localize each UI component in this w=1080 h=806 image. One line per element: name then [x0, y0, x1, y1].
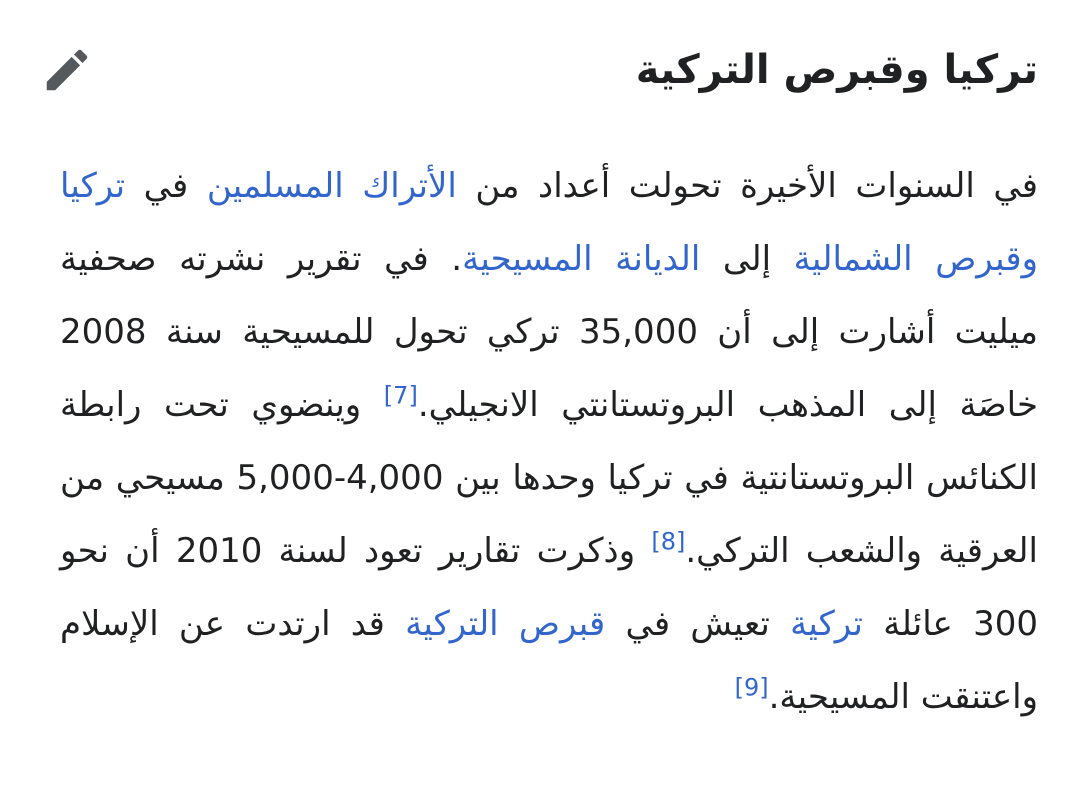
reference-8[interactable] — [651, 528, 685, 556]
reference-7[interactable] — [384, 382, 418, 410]
paragraph-text: تعيش في — [605, 604, 791, 644]
paragraph-text: إلى — [700, 239, 794, 279]
link-turkey-northern-cyprus[interactable]: تركيا وقبرص الشمالية — [60, 166, 1038, 279]
section-title: تركيا وقبرص التركية — [635, 47, 1038, 93]
paragraph-text: وذكرت تقارير تعود لسنة 2010 أن نحو 300 عائلة — [60, 531, 1038, 644]
paragraph-text: في — [125, 166, 207, 206]
link-turkish-cyprus[interactable]: قبرص التركية — [405, 604, 606, 644]
reference-9[interactable] — [735, 674, 769, 702]
paragraph-text: في السنوات الأخيرة تحولت أعداد من — [456, 166, 1038, 206]
section-paragraph — [60, 150, 1038, 734]
link-muslim-turks[interactable]: الأتراك المسلمين — [206, 166, 457, 206]
link-christianity[interactable]: الديانة المسيحية — [462, 239, 701, 279]
link-turkish[interactable]: تركية — [790, 604, 863, 644]
pencil-icon[interactable] — [40, 43, 94, 97]
paragraph-text: وينضوي تحت رابطة الكنائس البروتستانتية في تركيا وحدها بين 4,000-5,000 مسيحي من العرقية والشعب التركي. — [60, 385, 1038, 571]
reference-8-link[interactable]: [8] — [651, 527, 686, 556]
reference-9-link[interactable]: [9] — [734, 673, 769, 702]
pencil-icon-graphic — [40, 43, 94, 97]
section-heading-row — [40, 30, 1038, 110]
paragraph-text: قد ارتدت عن الإسلام واعتنقت المسيحية. — [60, 604, 1038, 717]
paragraph-text: . في تقرير نشرته صحفية ميليت أشارت إلى أن 35,000 تركي تحول للمسيحية سنة 2008 خاصَة إلى المذهب البروتستانتي الانجيلي. — [60, 239, 1038, 425]
reference-7-link[interactable]: [7] — [383, 381, 418, 410]
